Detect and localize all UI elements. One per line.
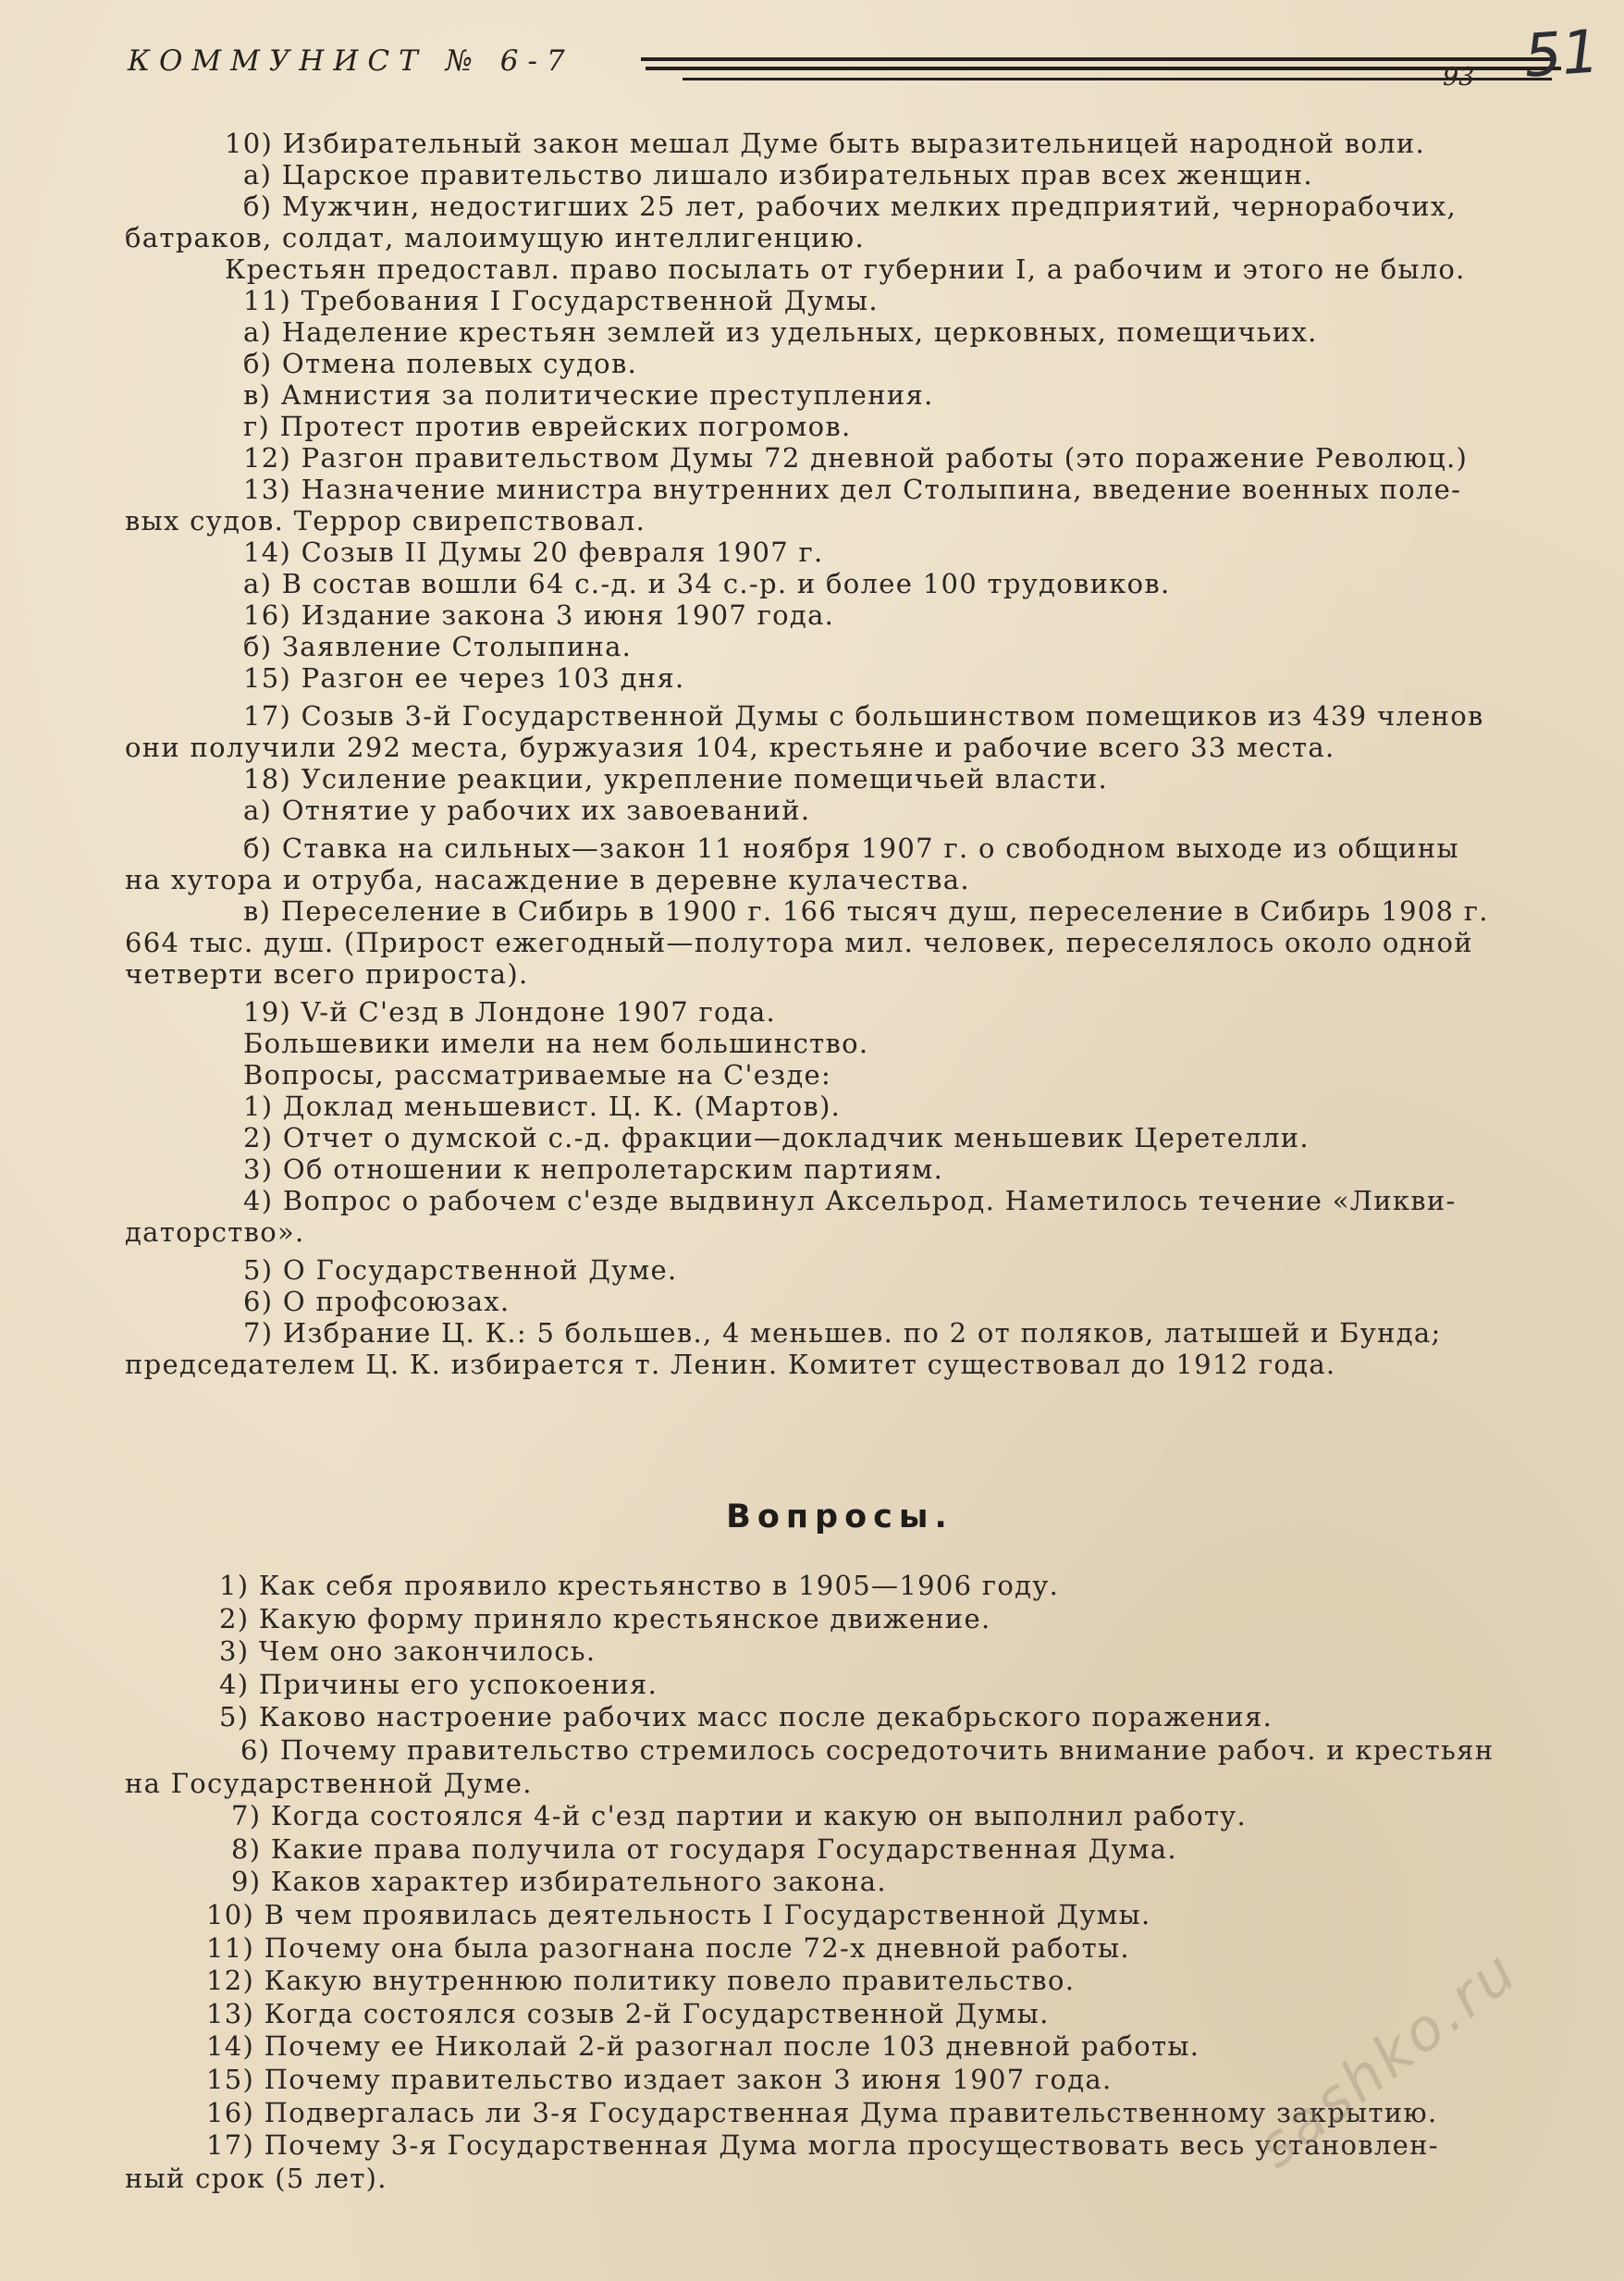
page-header	[128, 44, 1478, 100]
text-line: 1) Доклад меньшевист. Ц. К. (Мартов).	[243, 1091, 842, 1122]
question-line: 17) Почему 3-я Государственная Дума могла просуществовать весь установлен-	[206, 2129, 1439, 2162]
text-line: а) Царское правительство лишало избирательных прав всех женщин.	[243, 159, 1313, 191]
text-line: б) Ставка на сильных—закон 11 ноября 1907 г. о свободном выходе из общины	[243, 832, 1459, 864]
text-line: а) Наделение крестьян землей из удельных, церковных, помещичьих.	[243, 316, 1318, 348]
text-line: Крестьян предоставл. право посылать от губернии I, а рабочим и этого не было.	[225, 253, 1466, 285]
question-line: 15) Почему правительство издает закон 3 июня 1907 года.	[206, 2063, 1113, 2095]
header-rule	[641, 57, 1552, 61]
text-line: в) Переселение в Сибирь в 1900 г. 166 тысяч душ, переселение в Сибирь 1908 г.	[243, 895, 1489, 927]
header-rule	[646, 67, 1561, 70]
text-line: 5) О Государственной Думе.	[243, 1254, 678, 1286]
archive-number: 51	[1521, 18, 1602, 92]
text-line: 13) Назначение министра внутренних дел Столыпина, введение военных поле-	[243, 474, 1462, 505]
question-line: 16) Подвергалась ли 3-я Государственная Дума правительственному закрытию.	[206, 2096, 1438, 2128]
question-line: 2) Какую форму приняло крестьянское движение.	[219, 1602, 991, 1634]
text-line: 2) Отчет о думской с.-д. фракции—докладчик меньшевик Церетелли.	[243, 1122, 1310, 1153]
question-line: 7) Когда состоялся 4-й с'езд партии и какую он выполнил работу.	[231, 1800, 1248, 1832]
text-line: 19) V-й С'езд в Лондоне 1907 года.	[243, 996, 777, 1028]
text-line: 16) Издание закона 3 июня 1907 года.	[243, 599, 835, 631]
text-line: 7) Избрание Ц. К.: 5 большев., 4 меньшев. по 2 от поляков, латышей и Бунда;	[243, 1317, 1442, 1349]
text-line: 17) Созыв 3-й Государственной Думы с большинством помещиков из 439 членов	[243, 700, 1484, 732]
text-line: в) Амнистия за политические преступления.	[243, 379, 934, 411]
text-line: батраков, солдат, малоимущую интеллигенцию.	[125, 222, 865, 253]
text-line: вых судов. Террор свирепствовал.	[125, 505, 646, 536]
text-line: четверти всего прироста).	[125, 958, 529, 990]
question-line: ный срок (5 лет).	[125, 2162, 388, 2194]
text-line: Вопросы, рассматриваемые на С'езде:	[243, 1059, 832, 1091]
question-line: 12) Какую внутреннюю политику повело правительство.	[206, 1965, 1076, 1997]
question-line: 6) Почему правительство стремилось сосредоточить внимание рабоч. и крестьян	[240, 1733, 1495, 1766]
text-line: б) Мужчин, недостигших 25 лет, рабочих мелких предприятий, чернорабочих,	[243, 191, 1458, 222]
questions-heading: Вопросы.	[726, 1498, 953, 1535]
text-line: 15) Разгон ее через 103 дня.	[243, 662, 685, 694]
question-line: 5) Каково настроение рабочих масс после декабрьского поражения.	[219, 1701, 1273, 1733]
text-line: 10) Избирательный закон мешал Думе быть выразительницей народной воли.	[225, 128, 1425, 159]
text-line: 3) Об отношении к непролетарским партиям.	[243, 1153, 944, 1185]
text-line: б) Отмена полевых судов.	[243, 348, 638, 379]
question-line: 9) Каков характер избирательного закона.	[231, 1866, 887, 1898]
watermark: sashko.ru	[1244, 1935, 1531, 2181]
page-number: 93	[1443, 63, 1475, 92]
text-line: 664 тыс. душ. (Прирост ежегодный—полутора мил. человек, переселялось около одной	[125, 927, 1473, 958]
text-line: 4) Вопрос о рабочем с'езде выдвинул Аксельрод. Наметилось течение «Ликви-	[243, 1185, 1457, 1216]
text-line: даторство».	[125, 1216, 305, 1248]
text-line: 12) Разгон правительством Думы 72 дневной работы (это поражение Революц.)	[243, 442, 1469, 474]
question-line: 8) Какие права получила от государя Государственная Дума.	[231, 1832, 1177, 1865]
question-line: 4) Причины его успокоения.	[219, 1668, 658, 1700]
text-line: Большевики имели на нем большинство.	[243, 1028, 869, 1059]
question-line: 13) Когда состоялся созыв 2-й Государственной Думы.	[206, 1997, 1050, 2029]
text-line: а) В состав вошли 64 с.-д. и 34 с.-р. и более 100 трудовиков.	[243, 568, 1171, 599]
question-line: 11) Почему она была разогнана после 72-х дневной работы.	[206, 1931, 1130, 1964]
main-text	[125, 128, 1517, 1380]
question-line: 14) Почему ее Николай 2-й разогнал после 103 дневной работы.	[206, 2030, 1200, 2063]
header-rule	[683, 78, 1552, 80]
text-line: а) Отнятие у рабочих их завоеваний.	[243, 795, 811, 826]
text-line: 18) Усиление реакции, укрепление помещичьей власти.	[243, 763, 1108, 795]
text-line: 6) О профсоюзах.	[243, 1286, 511, 1317]
text-line: 14) Созыв II Думы 20 февраля 1907 г.	[243, 536, 824, 568]
text-line: г) Протест против еврейских погромов.	[243, 411, 852, 442]
question-line: 10) В чем проявилась деятельность I Государственной Думы.	[206, 1898, 1151, 1930]
text-line: на хутора и отруба, насаждение в деревне кулачества.	[125, 864, 970, 895]
question-line: на Государственной Думе.	[125, 1767, 533, 1799]
question-line: 3) Чем оно закончилось.	[219, 1635, 597, 1668]
journal-title: КОММУНИСТ № 6-7	[128, 44, 574, 78]
text-line: 11) Требования I Государственной Думы.	[243, 285, 879, 316]
question-line: 1) Как себя проявило крестьянство в 1905—1906 году.	[219, 1570, 1060, 1601]
text-line: они получили 292 места, буржуазия 104, крестьяне и рабочие всего 33 места.	[125, 732, 1335, 763]
text-line: б) Заявление Столыпина.	[243, 631, 633, 662]
text-line: председателем Ц. К. избирается т. Ленин. Комитет существовал до 1912 года.	[125, 1349, 1336, 1380]
